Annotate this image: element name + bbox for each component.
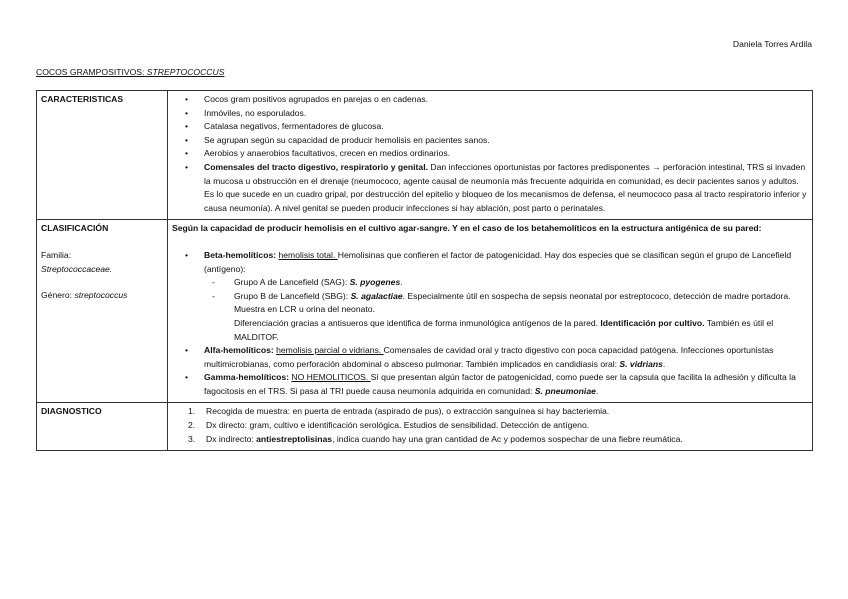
title-genus: STREPTOCOCCUS	[146, 67, 225, 77]
caracteristicas-list	[172, 93, 808, 215]
clasificacion-heading: CLASIFICACIÓN	[41, 223, 109, 234]
list-item: 2. Dx directo: gram, cultivo e identificación serológica. Estudios de sensibilidad. Detección de antígeno.	[188, 420, 590, 431]
list-item-comensales	[192, 161, 808, 215]
comensales-text: Dan infecciones oportunistas por factores predisponentes → perforación intestinal, TRS si invaden la mucosa u obstrucción en el drenaje (neumococo, agente causal de neumonía más frecuente adquirida en comunidad, es decir pacientes sanos y adultos. Es lo que sucede en un cuadro gripal, por destrucción del epitelio y bloqueo de los mecanismos de defensa, el neumococo pasa al tracto respiratorio inferior y causa neumonía). A nivel genital se pueden producir infecciones si hay ablación, post parto o perinatales.	[204, 161, 807, 213]
list-item-beta	[192, 249, 808, 344]
title-prefix: COCOS GRAMPOSITIVOS:	[36, 67, 147, 77]
diagnostico-list	[172, 405, 808, 446]
alfa-underline: hemolisis parcial o vidrians.	[276, 345, 384, 356]
beta-text: Hemolisinas que confieren el factor de patogenicidad. Hay dos especies que se clasifican según el grupo de Lancefield (antígeno):	[204, 249, 792, 274]
antiestreptolisinas-bold: antiestreptolisinas	[256, 433, 333, 444]
caracteristicas-content	[168, 91, 813, 220]
familia-value: Streptococcaceae.	[41, 263, 113, 274]
diagnostico-heading: DIAGNOSTICO	[41, 406, 102, 417]
list-item-gamma: • Gamma-hemolíticos: NO HEMOLITICOS. Sí que presentan algún factor de patogenicidad, como puede ser la capsula que facilita la adhesión y dificulta la fagocitosis en el TRS. Si pasa al TRI puede causa neumonía adquirida en comunidad: S. pneumoniae.	[192, 371, 808, 398]
list-item: • Inmóviles, no esporulados.	[192, 107, 808, 121]
lancefield-list	[204, 276, 808, 344]
species-agalactiae: S. agalactiae	[350, 290, 403, 301]
list-item: • Aerobios y anaerobios facultativos, crecen en medios ordinarios.	[192, 147, 808, 161]
row-clasificacion	[37, 220, 813, 403]
summary-table	[36, 90, 813, 451]
genero-label: Género:	[41, 290, 75, 301]
row-diagnostico	[37, 403, 813, 451]
label-cell	[37, 403, 168, 451]
genero-line	[41, 289, 163, 303]
list-item-group-b: - Grupo B de Lancefield (SBG): S. agalactiae. Especialmente útil en sospecha de sepsis neonatal por estreptococo, detección de madre portadora. Muestra en LCR u orina del neonato. Diferenciación gracias a antisueros que identifica de forma inmunológica antígenos de la pared. Identificación por cultivo. También es útil el MALDITOF.	[212, 290, 808, 344]
diferenciacion-text: Diferenciación gracias a antisueros que identifica de forma inmunológica antígenos de la pared.	[234, 317, 601, 328]
list-item-group-a: - Grupo A de Lancefield (SAG): S. pyogenes.	[212, 276, 808, 290]
comensales-bold: Comensales del tracto digestivo, respiratorio y genital.	[204, 161, 428, 172]
genero-value: streptococcus	[74, 290, 128, 301]
diagnostico-content	[168, 403, 813, 451]
list-item: • Se agrupan según su capacidad de producir hemolisis en pacientes sanos.	[192, 134, 808, 148]
list-item: • Cocos gram positivos agrupados en parejas o en cadenas.	[192, 93, 808, 107]
beta-underline: hemolisis total.	[278, 249, 338, 260]
alfa-bold: Alfa-hemolíticos:	[204, 345, 277, 356]
row-caracteristicas	[37, 91, 813, 220]
species-pyogenes: S. pyogenes	[349, 277, 401, 288]
hemolisis-list	[172, 249, 808, 399]
alfa-text: Comensales de cavidad oral y tracto digestivo con poca capacidad patógena. Infecciones oportunistas multimicrobianas, como perforación abdominal o absceso pulmonar. También implicados en candidiasis oral:	[204, 345, 774, 369]
gamma-underline: NO HEMOLITICOS.	[291, 372, 371, 383]
gamma-bold: Gamma-hemolíticos:	[204, 372, 292, 383]
clasificacion-intro: Según la capacidad de producir hemolisis en el cultivo agar-sangre. Y en el caso de los betahemolíticos en la estructura antigénica de su pared:	[172, 223, 762, 234]
familia-label: Familia:	[41, 249, 72, 260]
list-item: 3. Dx indirecto: antiestreptolisinas, indica cuando hay una gran cantidad de Ac y podemos sospechar de una fiebre reumática.	[188, 433, 683, 444]
gamma-text: Sí que presentan algún factor de patogenicidad, como puede ser la capsula que facilita la adhesión y dificulta la fagocitosis en el TRS. Si pasa al TRI puede causa neumonía adquirida en comunidad:	[204, 372, 796, 396]
identificacion-bold: Identificación por cultivo.	[600, 317, 705, 328]
label-cell	[37, 91, 168, 220]
list-item: 1. Recogida de muestra: en puerta de entrada (aspirado de pus), o extracción sanguínea si hay bacteriemia.	[188, 406, 610, 417]
clasificacion-content	[168, 220, 813, 403]
author-name: Daniela Torres Ardila	[732, 39, 812, 49]
list-item-alfa: • Alfa-hemolíticos: hemolisis parcial o vidrians. Comensales de cavidad oral y tracto digestivo con poca capacidad patógena. Infecciones oportunistas multimicrobianas, como perforación abdominal o absceso pulmonar. También implicados en candidiasis oral: S. vidrians.	[192, 344, 808, 371]
caracteristicas-heading: CARACTERISTICAS	[41, 94, 124, 104]
list-item: • Catalasa negativos, fermentadores de glucosa.	[192, 120, 808, 134]
species-vidrians: S. vidrians	[619, 358, 663, 369]
species-pneumoniae: S. pneumoniae	[534, 385, 596, 396]
beta-bold: Beta-hemolíticos:	[204, 249, 279, 260]
label-cell	[37, 220, 168, 403]
document-title	[36, 66, 224, 80]
